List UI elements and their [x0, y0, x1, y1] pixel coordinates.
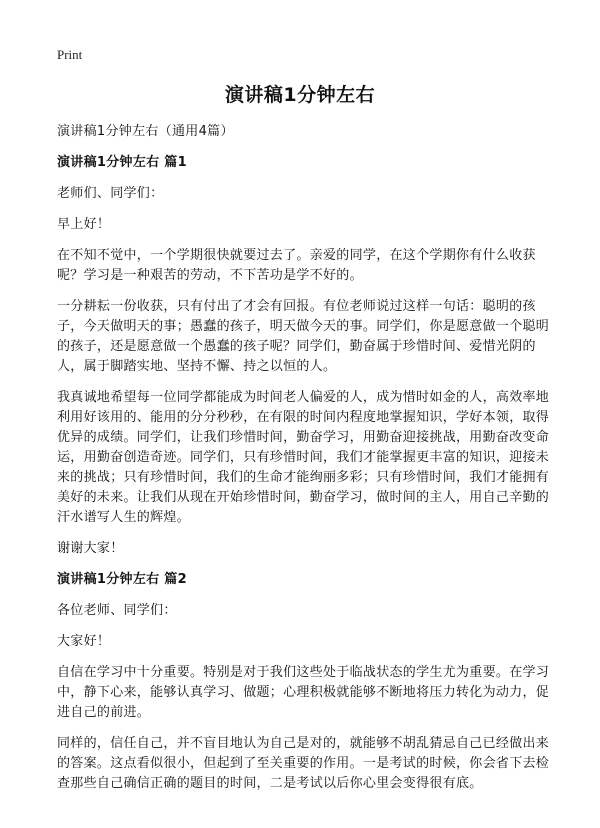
paragraph: 同样的，信任自己，并不盲目地认为自己是对的，就能够不胡乱猜忌自己已经做出来的答案。这点看似很小，但起到了至关重要的作用。一是考试的时候，你会省下去检查那些自己确信正确的题目的时间，二是考试以后你心里会变得很有底。 — [57, 736, 550, 791]
paragraph: 我真诚地希望每一位同学都能成为时间老人偏爱的人，成为惜时如金的人，高效率地利用好该用的、能用的分分秒秒，在有限的时间内程度地掌握知识，学好本领，取得优异的成绩。同学们，让我们珍惜时间，勤奋学习，用勤奋迎接挑战，用勤奋改变命运，用勤奋创造奇迹。同学们，只有珍惜时间，我们才能掌握更丰富的知识，迎接未来的挑战；只有珍惜时间，我们的生命才能绚丽多彩；只有珍惜时间，我们才能拥有美好的未来。让我们从现在开始珍惜时间，勤奋学习，做时间的主人，用自己辛勤的汗水谱写人生的辉煌。 — [57, 390, 550, 525]
section-heading-1: 演讲稿1分钟左右 篇1 — [57, 155, 187, 170]
paragraph: 一分耕耘一份收获，只有付出了才会有回报。有位老师说过这样一句话：聪明的孩子，今天做明天的事；愚蠢的孩子，明天做今天的事。同学们，你是愿意做一个聪明的孩子，还是愿意做一个愚蠢的孩子呢？同学们，勤奋属于珍惜时间、爱惜光阴的人，属于脚踏实地、坚持不懈、持之以恒的人。 — [57, 299, 550, 374]
document-title: 演讲稿1分钟左右 — [224, 84, 376, 106]
paragraph: 在不知不觉中，一个学期很快就要过去了。亲爱的同学，在这个学期你有什么收获呢？学习是一种艰苦的劳动，不下苦功是学不好的。 — [57, 248, 536, 283]
document-subtitle: 演讲稿1分钟左右（通用4篇） — [57, 124, 234, 139]
paragraph: 自信在学习中十分重要。特别是对于我们这些处于临战状态的学生尤为重要。在学习中，静下心来，能够认真学习、做题；心理积极就能够不断地将压力转化为动力，促进自己的前进。 — [57, 665, 550, 720]
paragraph: 老师们、同学们： — [57, 186, 164, 201]
paragraph: 早上好！ — [57, 217, 111, 232]
paragraph: 各位老师、同学们： — [57, 603, 177, 618]
section-heading-2: 演讲稿1分钟左右 篇2 — [57, 572, 187, 587]
paragraph: 大家好！ — [57, 634, 111, 649]
document-body — [57, 122, 551, 805]
paragraph: 谢谢大家！ — [57, 541, 124, 556]
print-link[interactable]: Print — [57, 47, 83, 62]
